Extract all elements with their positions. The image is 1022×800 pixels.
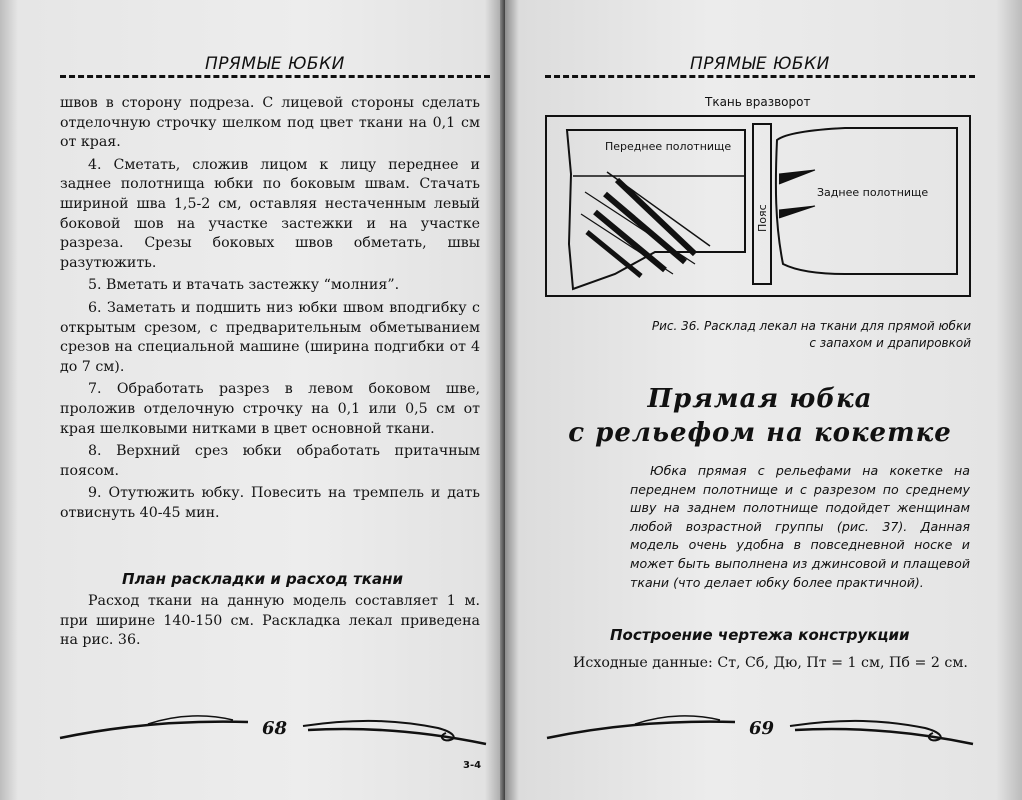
title-line: Прямая юбка [647, 384, 873, 414]
paragraph: Расход ткани на данную модель составляет 1 м. при ширине 140-150 см. Раскладка лекал приведена на рис. 36. [60, 593, 480, 649]
running-head: ПРЯМЫЕ ЮБКИ [690, 54, 830, 74]
layout-text [60, 592, 480, 654]
left-body-text [60, 94, 480, 526]
page-number: 68 [262, 718, 288, 739]
signature-mark: 3-4 [463, 760, 482, 771]
right-page [505, 0, 1022, 800]
waistband-label: Пояс [756, 204, 769, 232]
caption-line: с запахом и драпировкой [809, 336, 971, 350]
back-panel-label: Заднее полотнище [817, 186, 929, 199]
section-subheading: План раскладки и расход ткани [122, 570, 403, 588]
page-number: 69 [749, 718, 775, 739]
intro-text [630, 462, 970, 592]
paragraph: 4. Сметать, сложив лицом к лицу переднее и заднее полотнища юбки по боковым швам. Стачать шириной шва 1,5-2 см, оставляя нестаченным левый боковой шов на участке застежки и на участке разреза. Срезы боковых швов обметать, швы разутюжить. [60, 156, 480, 271]
figure-caption [615, 318, 971, 352]
paragraph: 8. Верхний срез юбки обработать притачным поясом. [60, 443, 480, 479]
paragraph: 9. Отутюжить юбку. Повесить на тремпель и дать отвиснуть 40-45 мин. [60, 485, 480, 521]
paragraph: 7. Обработать разрез в левом боковом шве, проложив отделочную строчку на 0,1 или 0,5 см от края шелковыми нитками в цвет основной ткани. [60, 381, 480, 437]
paragraph: Юбка прямая с рельефами на кокетке на переднем полотнище и с разрезом по среднему шву на заднем полотнище подойдет женщинам любой возрастной группы (рис. 37). Данная модель очень удобна в повседневной носке и может быть выполнена из джинсовой и плащевой ткани (что делает юбку более практичной). [630, 463, 970, 590]
header-rule [60, 75, 490, 78]
front-panel-label: Переднее полотнище [605, 140, 732, 153]
paragraph: Исходные данные: Ст, Сб, Дю, Пт = 1 см, Пб = 2 см. [573, 655, 968, 671]
caption-line: Рис. 36. Расклад лекал на ткани для прямой юбки [651, 319, 971, 333]
fabric-label: Ткань вразворот [705, 95, 811, 109]
header-rule [545, 75, 975, 78]
title-line: с рельефом на кокетке [568, 418, 952, 448]
initial-data-text [545, 654, 975, 677]
paragraph: 5. Вметать и втачать застежку “молния”. [88, 277, 400, 294]
running-head: ПРЯМЫЕ ЮБКИ [205, 54, 345, 74]
paragraph: 6. Заметать и подшить низ юбки швом вподгибку с открытым срезом, с предварительным обметыванием срезов на специальной машине (ширина подгибки от 4 до 7 см). [60, 299, 480, 375]
pattern-layout-diagram [545, 114, 975, 300]
paragraph: швов в сторону подреза. С лицевой стороны сделать отделочную строчку шелком под цвет ткани на 0,1 см от края. [60, 95, 480, 151]
section-subheading: Построение чертежа конструкции [610, 626, 910, 644]
left-page [0, 0, 505, 800]
article-title [545, 382, 975, 450]
